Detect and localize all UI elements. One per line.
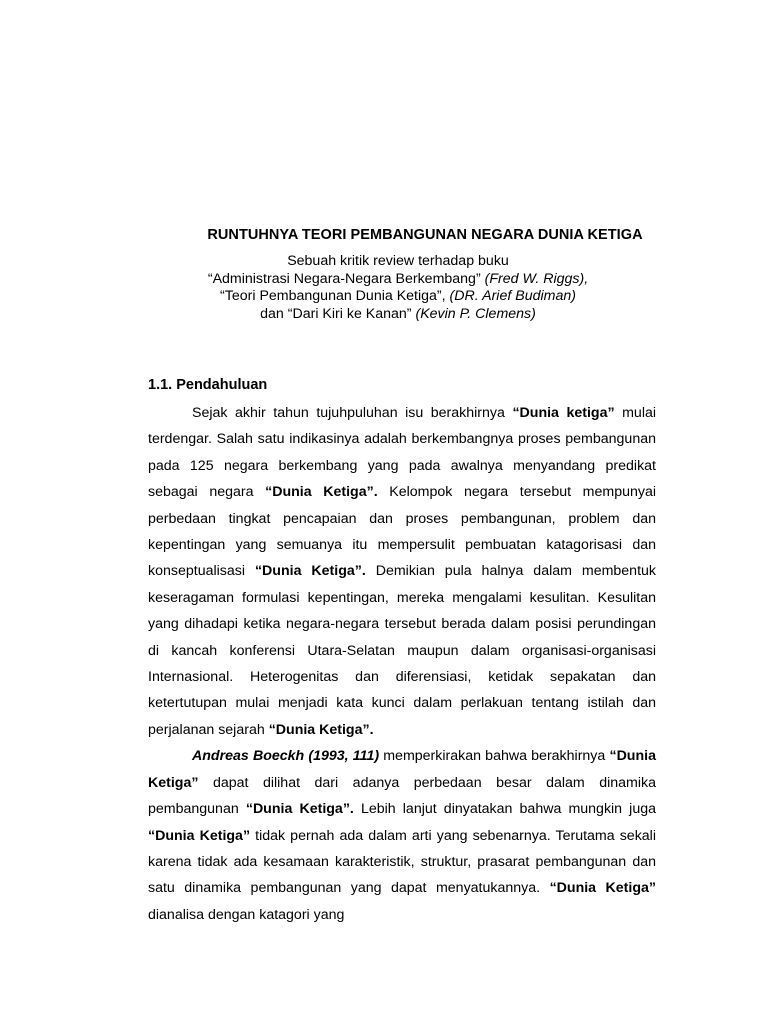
- book-author-1: (Fred W. Riggs),: [484, 270, 589, 287]
- paragraph-text: Lebih lanjut dinyatakan bahwa mungkin juga: [353, 801, 657, 818]
- book-title-1: “Administrasi Negara-Negara Berkembang”: [207, 270, 481, 287]
- subtitle-line-2: [0, 271, 768, 289]
- book-title-2: “Teori Pembangunan Dunia Ketiga”,: [220, 288, 446, 304]
- subtitle-text-1: Sebuah kritik review terhadap buku: [287, 253, 509, 269]
- book-author-2: (DR. Arief Budiman): [449, 288, 576, 304]
- paragraph-text: tidak pernah ada dalam arti yang sebenarnya. Terutama sekali karena tidak ada kesamaan karakteristik, struktur, prasarat pembangunan dan satu dinamika pembangunan yang dapat menyatukannya.: [148, 827, 656, 897]
- paragraph-2: [148, 743, 656, 928]
- paragraph-text: memperkirakan bahwa berakhirnya: [379, 748, 610, 765]
- page-title: RUNTUHNYA TEORI PEMBANGUNAN NEGARA DUNIA KETIGA: [207, 227, 643, 243]
- paragraph-text: mulai terdengar. Salah satu indikasinya adalah berkembangnya proses pembangunan pada 125 negara berkembang yang pada awalnya menyandang predikat sebagai negara: [148, 405, 657, 501]
- paragraph-text: Kelompok negara tersebut mempunyai perbedaan tingkat pencapaian dan proses pembangunan, problem dan kepentingan yang semuanya itu mempersulit pembuatan katagorisasi dan konseptualisasi: [148, 484, 657, 580]
- bold-term: “Dunia Ketiga”: [148, 748, 656, 791]
- body-text: [148, 400, 656, 928]
- bold-term: “Dunia Ketiga”.: [265, 484, 378, 501]
- paragraph-text: Sejak akhir tahun tujuhpuluhan isu berakhirnya: [192, 405, 513, 421]
- subtitle-block: [0, 253, 768, 323]
- bold-term: “Dunia ketiga”: [512, 405, 615, 421]
- paragraph-text: Demikian pula halnya dalam membentuk keseragaman formulasi kepentingan, mereka mengalami kesulitan. Kesulitan yang dihadapi ketika negara-negara tersebut berada dalam posisi perundingan di kancah konferensi Utara-Selatan maupun dalam organisasi-organisasi Internasional. Heterogenitas dan diferensiasi, ketidak sepakatan dan ketertutupan mulai menjadi kata kunci dalam perlakuan tentang istilah dan perjalanan sejarah: [148, 563, 657, 738]
- subtitle-line-1: [0, 253, 768, 271]
- subtitle-line-4: [0, 306, 768, 324]
- bold-term: “Dunia Ketiga”: [549, 880, 656, 897]
- paragraph-text: dianalisa dengan katagori yang: [148, 906, 345, 923]
- bold-term: “Dunia Ketiga”.: [268, 721, 374, 738]
- citation: Andreas Boeckh (1993, 111): [192, 748, 380, 765]
- bold-term: “Dunia Ketiga”.: [254, 563, 366, 580]
- bold-term: “Dunia Ketiga”: [148, 827, 251, 844]
- subtitle-line-3: [0, 288, 768, 306]
- book-author-3: (Kevin P. Clemens): [415, 305, 536, 322]
- paragraph-text: dapat dilihat dari adanya perbedaan besar dalam dinamika pembangunan: [148, 774, 656, 818]
- section-heading: 1.1. Pendahuluan: [148, 377, 268, 393]
- book-title-3: dan “Dari Kiri ke Kanan”: [260, 305, 412, 322]
- paragraph-1: [148, 400, 656, 743]
- bold-term: “Dunia Ketiga”.: [245, 801, 354, 818]
